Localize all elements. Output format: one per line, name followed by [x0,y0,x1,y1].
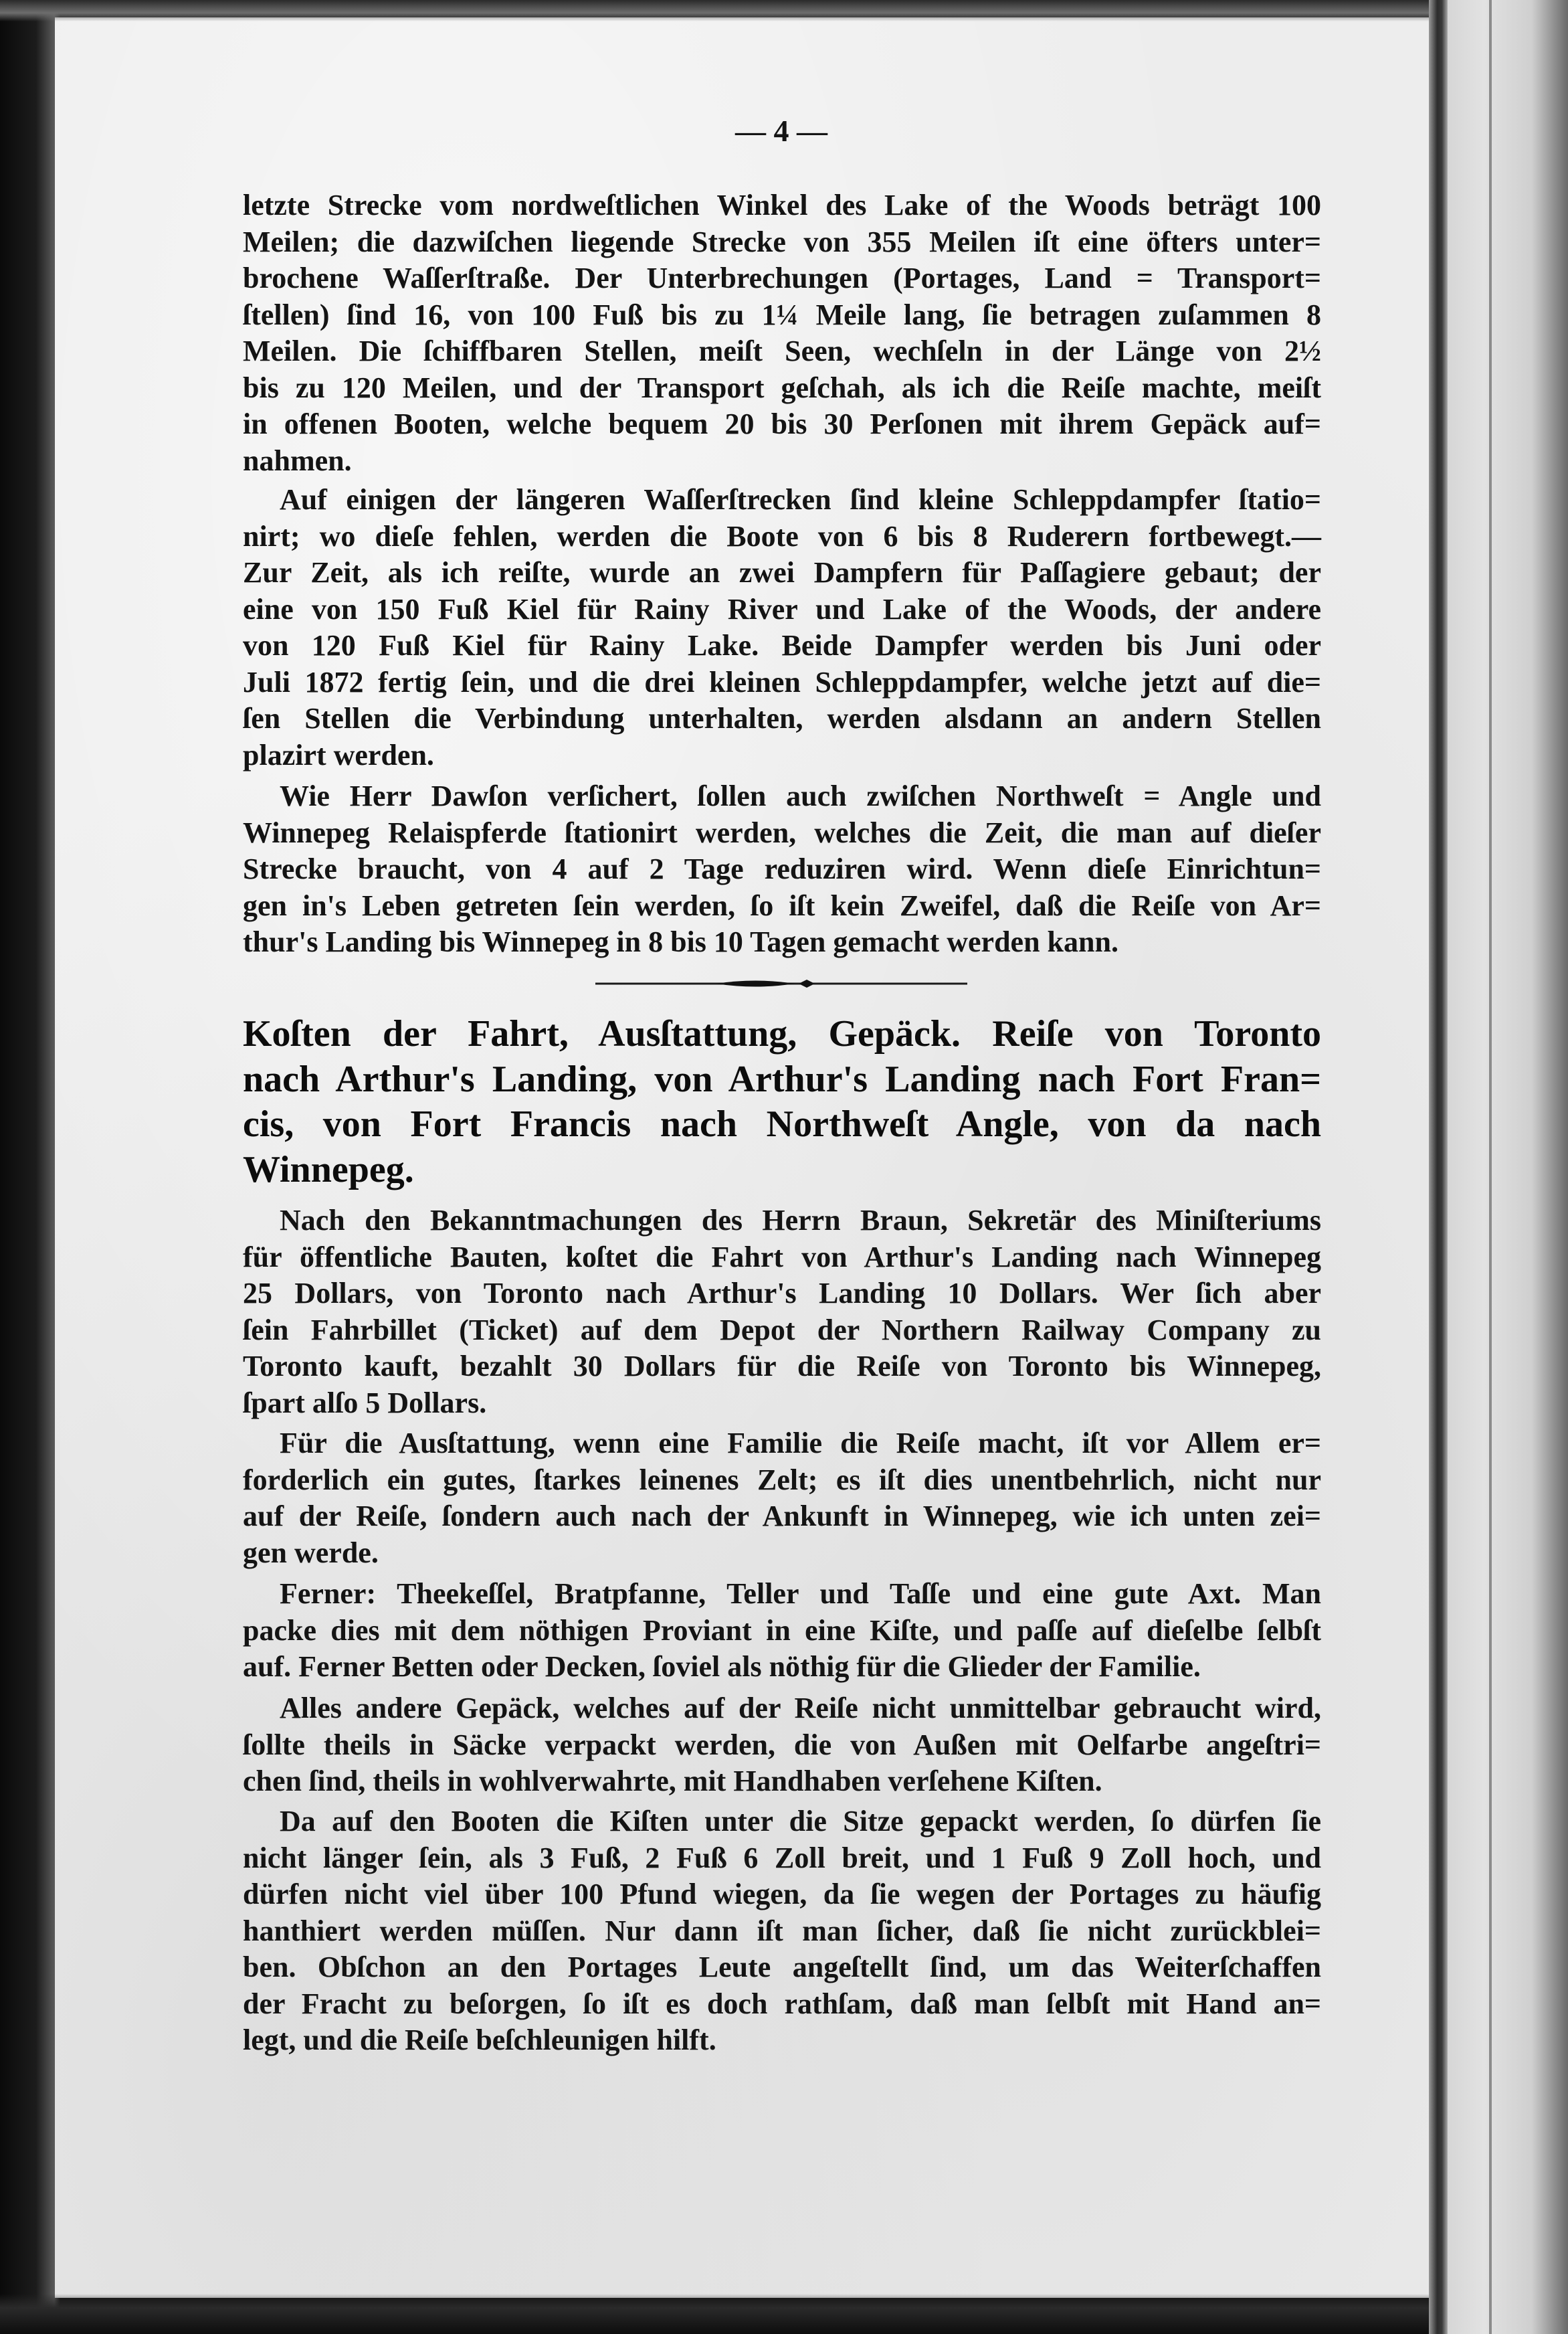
text-line: ſpart alſo 5 Dollars. [243,1386,487,1419]
text-line: Auf einigen der längeren Waſſerſtrecken ſind kleine Schleppdampfer ſtatio= [280,483,1321,516]
text-line: bis zu 120 Meilen, und der Transport geſchah, als ich die Reiſe machte, meiſt [243,371,1321,404]
paragraph [243,1576,1321,1686]
text-line: brochene Waſſerſtraße. Der Unterbrechungen (Portages, Land = Transport= [243,262,1321,294]
paragraph [243,1202,1321,1421]
text-line: packe dies mit dem nöthigen Proviant in eine Kiſte, und paſſe auf dieſelbe ſelbſt [243,1613,1321,1647]
text-line: nahmen. [243,444,352,477]
text-line: thur's Landing bis Winnepeg in 8 bis 10 Tagen gemacht werden kann. [243,925,1118,958]
heading-line: Koſten der Fahrt, Ausſtattung, Gepäck. Reiſe von Toronto [243,1013,1321,1055]
heading-line: Winnepeg. [243,1148,414,1190]
text-line: plazirt werden. [243,738,434,772]
text-line: hanthiert werden müſſen. Nur dann iſt man ſicher, daß ſie nicht zurückblei= [243,1914,1321,1947]
text-line: eine von 150 Fuß Kiel für Rainy River und Lake of the Woods, der andere [243,592,1321,626]
ornamental-divider [589,974,977,994]
text-line: für öffentliche Bauten, koſtet die Fahrt von Arthur's Landing nach Winnepeg [243,1240,1321,1273]
text-line: auf. Ferner Betten oder Decken, ſoviel als nöthig für die Glieder der Familie. [243,1650,1201,1683]
text-line: gen werde. [243,1536,379,1569]
paragraph [243,187,1321,479]
page-number: — 4 — [735,114,827,148]
text-line: Meilen. Die ſchiffbaren Stellen, meiſt Seen, wechſeln in der Länge von 2½ [243,335,1321,367]
text-line: ben. Obſchon an den Portages Leute angeſtellt ſind, um das Weiterſchaffen [243,1951,1321,1983]
text-line: nirt; wo dieſe fehlen, werden die Boote von 6 bis 8 Ruderern fortbewegt.— [243,519,1321,553]
scan-border-left [0,0,60,2334]
text-line: in offenen Booten, welche bequem 20 bis 30 Perſonen mit ihrem Gepäck auf= [243,408,1321,440]
text-line: Toronto kauft, bezahlt 30 Dollars für die Reiſe von Toronto bis Winnepeg, [243,1350,1321,1382]
text-line: Alles andere Gepäck, welches auf der Reiſe nicht unmittelbar gebraucht wird, [280,1692,1321,1724]
text-line: der Fracht zu beſorgen, ſo iſt es doch rathſam, daß man ſelbſt mit Hand an= [243,1987,1321,2020]
paragraph [243,482,1321,774]
text-line: Meilen; die dazwiſchen liegende Strecke von 355 Meilen iſt eine öfters unter= [243,225,1321,258]
text-line: von 120 Fuß Kiel für Rainy Lake. Beide Dampfer werden bis Juni oder [243,629,1321,662]
text-line: Strecke braucht, von 4 auf 2 Tage reduziren wird. Wenn dieſe Einrichtun= [243,852,1321,885]
paragraph [243,778,1321,961]
section-heading [243,1012,1321,1192]
text-line: Juli 1872 fertig ſein, und die drei kleinen Schleppdampfer, welche jetzt auf die= [243,665,1321,699]
text-line: dürfen nicht viel über 100 Pfund wiegen, da ſie wegen der Portages zu häufig [243,1878,1321,1910]
paragraph [243,1803,1321,2059]
text-line: Ferner: Theekeſſel, Bratpfanne, Teller und Taſſe und eine gute Axt. Man [280,1577,1321,1610]
paragraph [243,1690,1321,1800]
text-line: ſtellen) ſind 16, von 100 Fuß bis zu 1¼ Meile lang, ſie betragen zuſammen 8 [243,298,1321,331]
text-line: Winnepeg Relaispferde ſtationirt werden, welches die Zeit, die man auf dieſer [243,816,1321,849]
heading-line: nach Arthur's Landing, von Arthur's Landing nach Fort Fran= [243,1058,1321,1100]
text-line: auf der Reiſe, ſondern auch nach der Ankunft in Winnepeg, wie ich unten zei= [243,1500,1321,1532]
text-line: Für die Ausſtattung, wenn eine Familie die Reiſe macht, iſt vor Allem er= [280,1427,1321,1459]
text-line: Da auf den Booten die Kiſten unter die Sitze gepackt werden, ſo dürfen ſie [280,1805,1321,1837]
paragraph [243,1425,1321,1571]
text-line: chen ſind, theils in wohlverwahrte, mit Handhaben verſehene Kiſten. [243,1765,1102,1797]
divider-diamond [799,980,815,988]
text-line: nicht länger ſein, als 3 Fuß, 2 Fuß 6 Zoll breit, und 1 Fuß 9 Zoll hoch, und [243,1841,1321,1874]
adjacent-page-edge-line [1489,0,1492,2334]
heading-line: cis, von Fort Francis nach Northweſt Angle, von da nach [243,1103,1321,1145]
text-line: ſen Stellen die Verbindung unterhalten, werden alsdann an andern Stellen [243,702,1321,735]
text-line: 25 Dollars, von Toronto nach Arthur's Landing 10 Dollars. Wer ſich aber [243,1277,1321,1310]
text-line: gen in's Leben getreten ſein werden, ſo iſt kein Zweifel, daß die Reiſe von Ar= [243,889,1321,922]
text-line: Wie Herr Dawſon verſichert, ſollen auch zwiſchen Northweſt = Angle und [280,780,1321,812]
text-line: ſein Fahrbillet (Ticket) auf dem Depot der Northern Railway Company zu [243,1313,1321,1346]
adjacent-page-strip [1448,0,1568,2334]
text-line: Nach den Bekanntmachungen des Herrn Braun, Sekretär des Miniſteriums [280,1204,1321,1237]
text-line: forderlich ein gutes, ſtarkes leinenes Zelt; es iſt dies unentbehrlich, nicht nur [243,1463,1321,1496]
text-line: letzte Strecke vom nordweſtlichen Winkel des Lake of the Woods beträgt 100 [243,189,1321,221]
text-line: ſollte theils in Säcke verpackt werden, die von Außen mit Oelfarbe angeſtri= [243,1728,1321,1761]
text-line: Zur Zeit, als ich reiſte, wurde an zwei Dampfern für Paſſagiere gebaut; der [243,556,1321,589]
scan-border-top [0,0,1568,21]
page-edge-right [1429,0,1448,2334]
scan-border-bottom [0,2294,1568,2334]
text-line: legt, und die Reiſe beſchleunigen hilft. [243,2024,716,2056]
divider-ornament [716,981,795,987]
